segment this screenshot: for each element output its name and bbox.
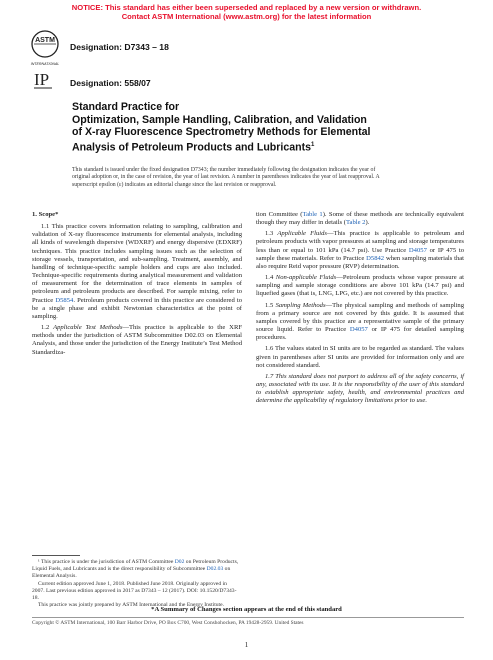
paragraph-1-3: 1.3 Applicable Fluids—This practice is applicable to petroleum and petroleum products with vapor pressures at sampling and storage temperatures less than or equal to 101 kPa (14.7 psi). Use Practice D4057 or IP 475 to sample these materials. Refer to Practice D5842 when sampling materials that also require Reid vapor pressure (RVP) determination.: [256, 230, 464, 270]
title-line-4: Analysis of Petroleum Products and Lubricants$^1$: [72, 141, 315, 154]
right-column: [256, 211, 464, 408]
title-line-2: Optimization, Sample Handling, Calibration, and Validation: [72, 113, 367, 126]
notice-line-2: Contact ASTM International (www.astm.org) for the latest information: [121, 12, 372, 21]
link-d5854[interactable]: D5854: [55, 296, 74, 304]
footnotes: [32, 559, 240, 610]
superseded-notice: [0, 3, 493, 21]
title-line-3: of X-ray Fluorescence Spectrometry Methods for Elemental: [72, 126, 371, 139]
document-title: [72, 101, 472, 154]
paragraph-1-1: 1.1 This practice covers information relating to sampling, calibration and validation of X-ray fluorescence instruments for elemental analysis, including all kinds of wavelength dispersive (WDXRF) and energy dispersive (EDXRF) techniques. This practice includes sampling issues such as the selection of storage vessels, transportation, and sub-sampling. Treatment, assembly, and handling of technique-specific sample holders and cups are also included. Technique-specific requirements during analytical measurement and validation of measurement for the determination of trace elements in samples of petroleum and petroleum products are described. For sample mixing, refer to Practice D5854. Petroleum products covered in this practice are considered to be a single phase and exhibit Newtonian characteristics at the point of sampling.: [32, 223, 242, 320]
bottom-divider: [32, 617, 464, 618]
paragraph-1-2-continued: tion Committee (Table 1). Some of these methods are technically equivalent though they may differ in details (Table 2).: [256, 211, 464, 227]
page-number: 1: [244, 641, 249, 649]
paragraph-1-5: 1.5 Sampling Methods—The physical sampling and methods of sampling from a primary source are not covered by this guide. It is assumed that samples covered by this practice are a representative sample of the primary source liquid. Refer to Practice D4057 or IP 475 for detailed sampling procedures.: [256, 301, 465, 342]
astm-designation: Designation: D7343 – 18: [70, 42, 169, 52]
issuance-note: This standard is issued under the fixed designation D7343; the number immediately following the designation indicates the year of original adoption or, in the case of revision, the year of last revision. A number in parentheses indicates the year of last reapproval. A superscript epsilon (ε) indicates an editorial change since the last revision or reapproval.: [72, 167, 380, 188]
footnote-divider: [32, 555, 80, 556]
paragraph-1-4: 1.4 Non-applicable Fluids—Petroleum products whose vapor pressure at sampling and sample storage conditions are above 101 kPa (14.7 psi) and liquefied gases (that is, LNG, LPG, etc.) are not covered by this practice.: [256, 274, 464, 298]
notice-line-1: NOTICE: This standard has either been superseded and replaced by a new version or withdrawn.: [71, 3, 422, 12]
summary-of-changes-note: *A Summary of Changes section appears at the end of this standard: [151, 606, 342, 613]
link-d4057[interactable]: D4057: [408, 246, 427, 254]
link-d02-03[interactable]: D02.03: [206, 565, 224, 572]
link-d02[interactable]: D02: [174, 559, 185, 565]
title-line-1: Standard Practice for: [72, 101, 180, 113]
footnote-joint: This practice was jointly prepared by ASTM International and the Energy Institute.: [38, 602, 224, 609]
astm-logo-letters: ASTM: [35, 37, 55, 44]
paragraph-1-6: 1.6 The values stated in SI units are to be regarded as standard. The values given in parentheses after SI units are provided for information only and are not considered standard.: [256, 345, 464, 369]
ip-logo: [32, 69, 56, 91]
link-table-1[interactable]: Table 1: [302, 211, 323, 218]
footnote-1: ¹ This practice is under the jurisdiction of ASTM Committee D02 on Petroleum Products, Liquid Fuels, and Lubricants and is the direct responsibility of Subcommittee D02.03 on Elemental Analysis.: [32, 559, 239, 579]
link-d4057-2[interactable]: D4057: [349, 326, 368, 334]
title-footnote-mark: 1: [311, 141, 315, 148]
link-d5842[interactable]: D5842: [366, 254, 385, 262]
ip-logo-letters: IP: [34, 70, 50, 89]
link-table-2[interactable]: Table 2: [345, 219, 366, 227]
astm-logo: [30, 28, 60, 70]
astm-logo-caption: INTERNATIONAL: [30, 62, 60, 66]
ip-designation: Designation: 558/07: [70, 78, 151, 88]
paragraph-1-2: 1.2 Applicable Test Methods—This practice is applicable to the XRF methods under the jurisdiction of ASTM Subcommittee D02.03 on Elemental Analysis, and those under the jurisdiction of the Energy Institute’s Test Method Standardiza-: [32, 324, 243, 356]
paragraph-1-7: 1.7 This standard does not purport to address all of the safety concerns, if any, associated with its use. It is the responsibility of the user of this standard to establish appropriate safety, health, and environmental practices and determine the applicability of regulatory limitations prior to use.: [256, 372, 464, 405]
copyright-line: Copyright © ASTM International, 100 Barr Harbor Drive, PO Box C700, West Conshohocken, PA 19428-2959. United States: [32, 620, 304, 626]
scope-heading: 1. Scope*: [32, 211, 59, 218]
left-column: [32, 211, 242, 360]
footnote-edition: Current edition approved June 1, 2018. Published June 2018. Originally approved in 2007. Last previous edition approved in 2017 as D7343 – 12 (2017). DOI: 10.1520/D7343-18.: [32, 580, 237, 601]
